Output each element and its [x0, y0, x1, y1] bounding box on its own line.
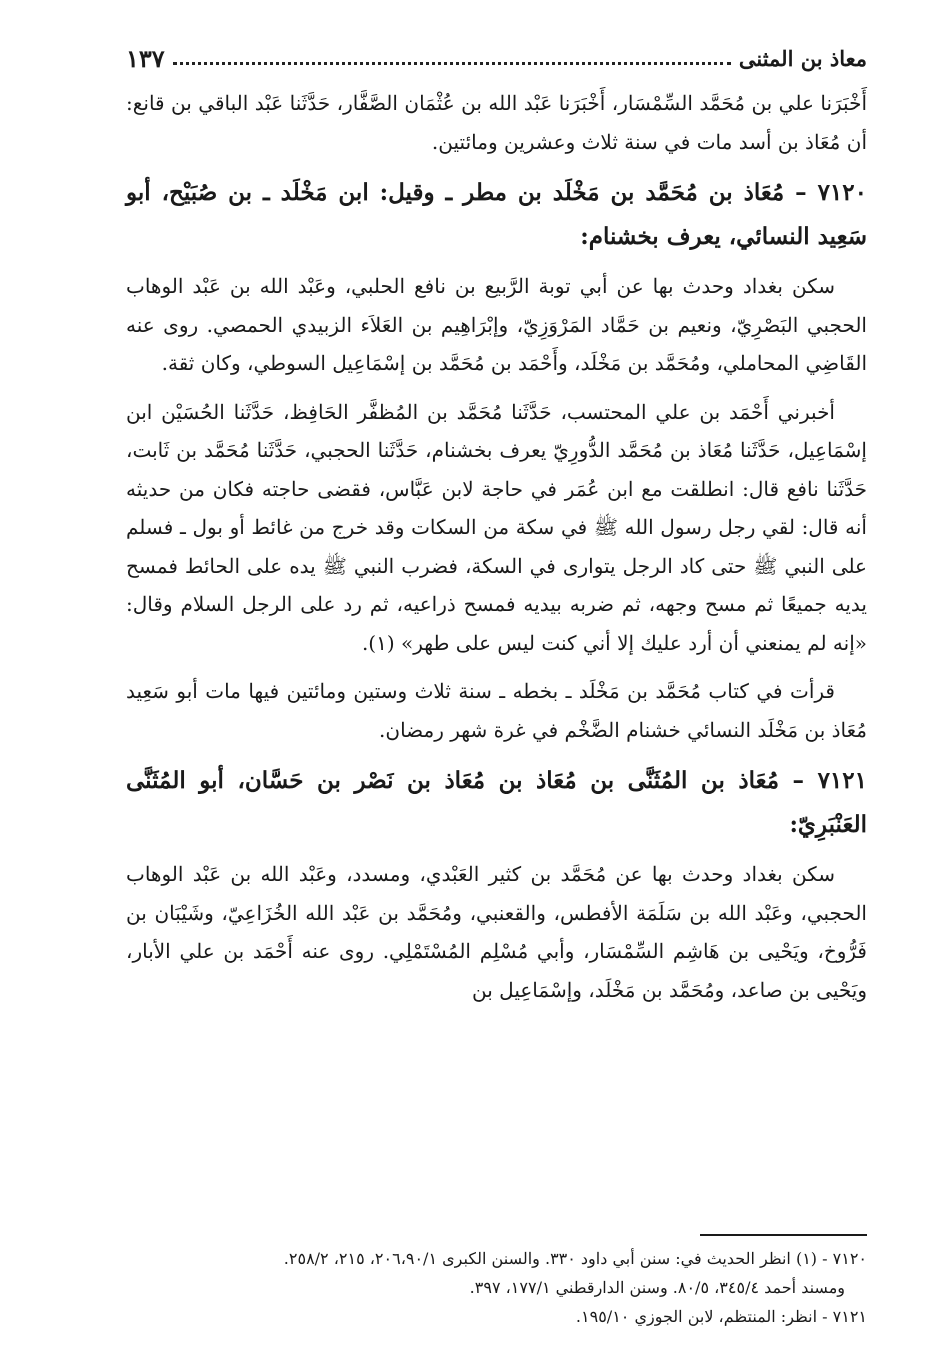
dotted-leader — [173, 62, 731, 65]
footnotes — [126, 1244, 867, 1331]
footnote-7121: ٧١٢١ - انظر: المنتظم، لابن الجوزي ١٩٥/١٠. — [575, 1307, 867, 1326]
footnote-separator — [700, 1234, 867, 1236]
footnote-7120-continued: ومسند أحمد ٣٤٥/٤، ٨٠/٥. وسنن الدارقطني ١٧٧/١، ٣٩٧. — [469, 1278, 845, 1297]
page-header — [126, 40, 867, 76]
paragraph: سكن بغداد وحدث بها عن أبي توبة الرَّبيع بن نافع الحلبي، وعَبْد الله بن عَبْد الوهاب الحجبي البَصْرِيّ، ونعيم بن حَمَّاد المَرْوَزِيّ، وإبْرَاهِيم بن العَلاَء الزبيدي الحمصي. روى عنه القَاضِي المحاملي، ومُحَمَّد بن مَخْلَد، وأَحْمَد بن مُحَمَّد بن إسْمَاعِيل السوطي، وكان ثقة. — [126, 274, 867, 375]
paragraph: سكن بغداد وحدث بها عن مُحَمَّد بن كثير العَبْدي، ومسدد، وعَبْد الله بن عَبْد الوهاب الحجبي، وعَبْد الله بن سَلَمَة الأفطس، والقعنبي، ومُحَمَّد بن عَبْد الله الخُزَاعِيّ، وشَيْبَان بن فَرُّوخ، ويَحْيى بن هَاشِم السِّمْسَار، وأبي مُسْلِم المُسْتَمْلِي. روى عنه أَحْمَد بن علي الأبار، ويَحْيى بن صاعد، ومُحَمَّد بن مَخْلَد، وإسْمَاعِيل بن — [126, 862, 867, 1002]
paragraph: أَخْبَرَنا علي بن مُحَمَّد السِّمْسَار، أَخْبَرَنا عَبْد الله بن عُثْمَان الصَّفَّار، حَدَّثَنا عَبْد الباقي بن قانع: أن مُعَاذ بن أسد مات في سنة ثلاث وعشرين ومائتين. — [126, 91, 867, 154]
entry-heading-7120: ٧١٢٠ – مُعَاذ بن مُحَمَّد بن مَخْلَد بن مطر ـ وقيل: ابن مَخْلَد ـ بن صُبَيْح، أبو سَعِيد النسائي، يعرف بخشنام: — [126, 179, 867, 250]
page-body — [126, 84, 867, 1019]
paragraph: قرأت في كتاب مُحَمَّد بن مَخْلَد ـ بخطه ـ سنة ثلاث وستين ومائتين فيها مات أبو سَعِيد مُعَاذ بن مَخْلَد النسائي خشنام الضَّخْم في غرة شهر رمضان. — [126, 679, 867, 742]
page-number: ١٣٧ — [126, 43, 165, 73]
paragraph-hadith: أخبرني أَحْمَد بن علي المحتسب، حَدَّثَنا مُحَمَّد بن المُظفَّر الحَافِظ، حَدَّثَنا الحُسَيْن ابن إسْمَاعِيل، حَدَّثَنا مُعَاذ بن مُحَمَّد الدُّورِيّ يعرف بخشنام، حَدَّثَنا الحجبي، حَدَّثَنا مُحَمَّد بن ثَابت، حَدَّثَنا نافع قال: انطلقت مع ابن عُمَر في حاجة لابن عَبَّاس، فقضى حاجته فكان من حديثه أنه قال: لقي رجل رسول الله ﷺ في سكة من السكات وقد خرج من غائط أو بول ـ فسلم على النبي ﷺ حتى كاد الرجل يتوارى في السكة، فضرب النبي ﷺ يده على الحائط فمسح يديه جميعًا ثم مسح وجهه، ثم ضربه بيديه فمسح ذراعيه، ثم رد على الرجل السلام وقال: «إنه لم يمنعني أن أرد عليك إلا أني كنت ليس على طهر» (١). — [126, 399, 868, 655]
entry-heading-7121: ٧١٢١ – مُعَاذ بن المُثَنَّى بن مُعَاذ بن مُعَاذ بن نَصْر بن حَسَّان، أبو المُثَنَّى العَنْبَرِيّ: — [126, 767, 867, 838]
running-head: معاذ بن المثنى — [738, 45, 867, 71]
footnote-7120: ٧١٢٠ - (١) انظر الحديث في: سنن أبي داود ٣٣٠. والسنن الكبرى ٢٠٦،٩٠/١، ٢١٥، ٢٥٨/٢. — [283, 1249, 867, 1268]
